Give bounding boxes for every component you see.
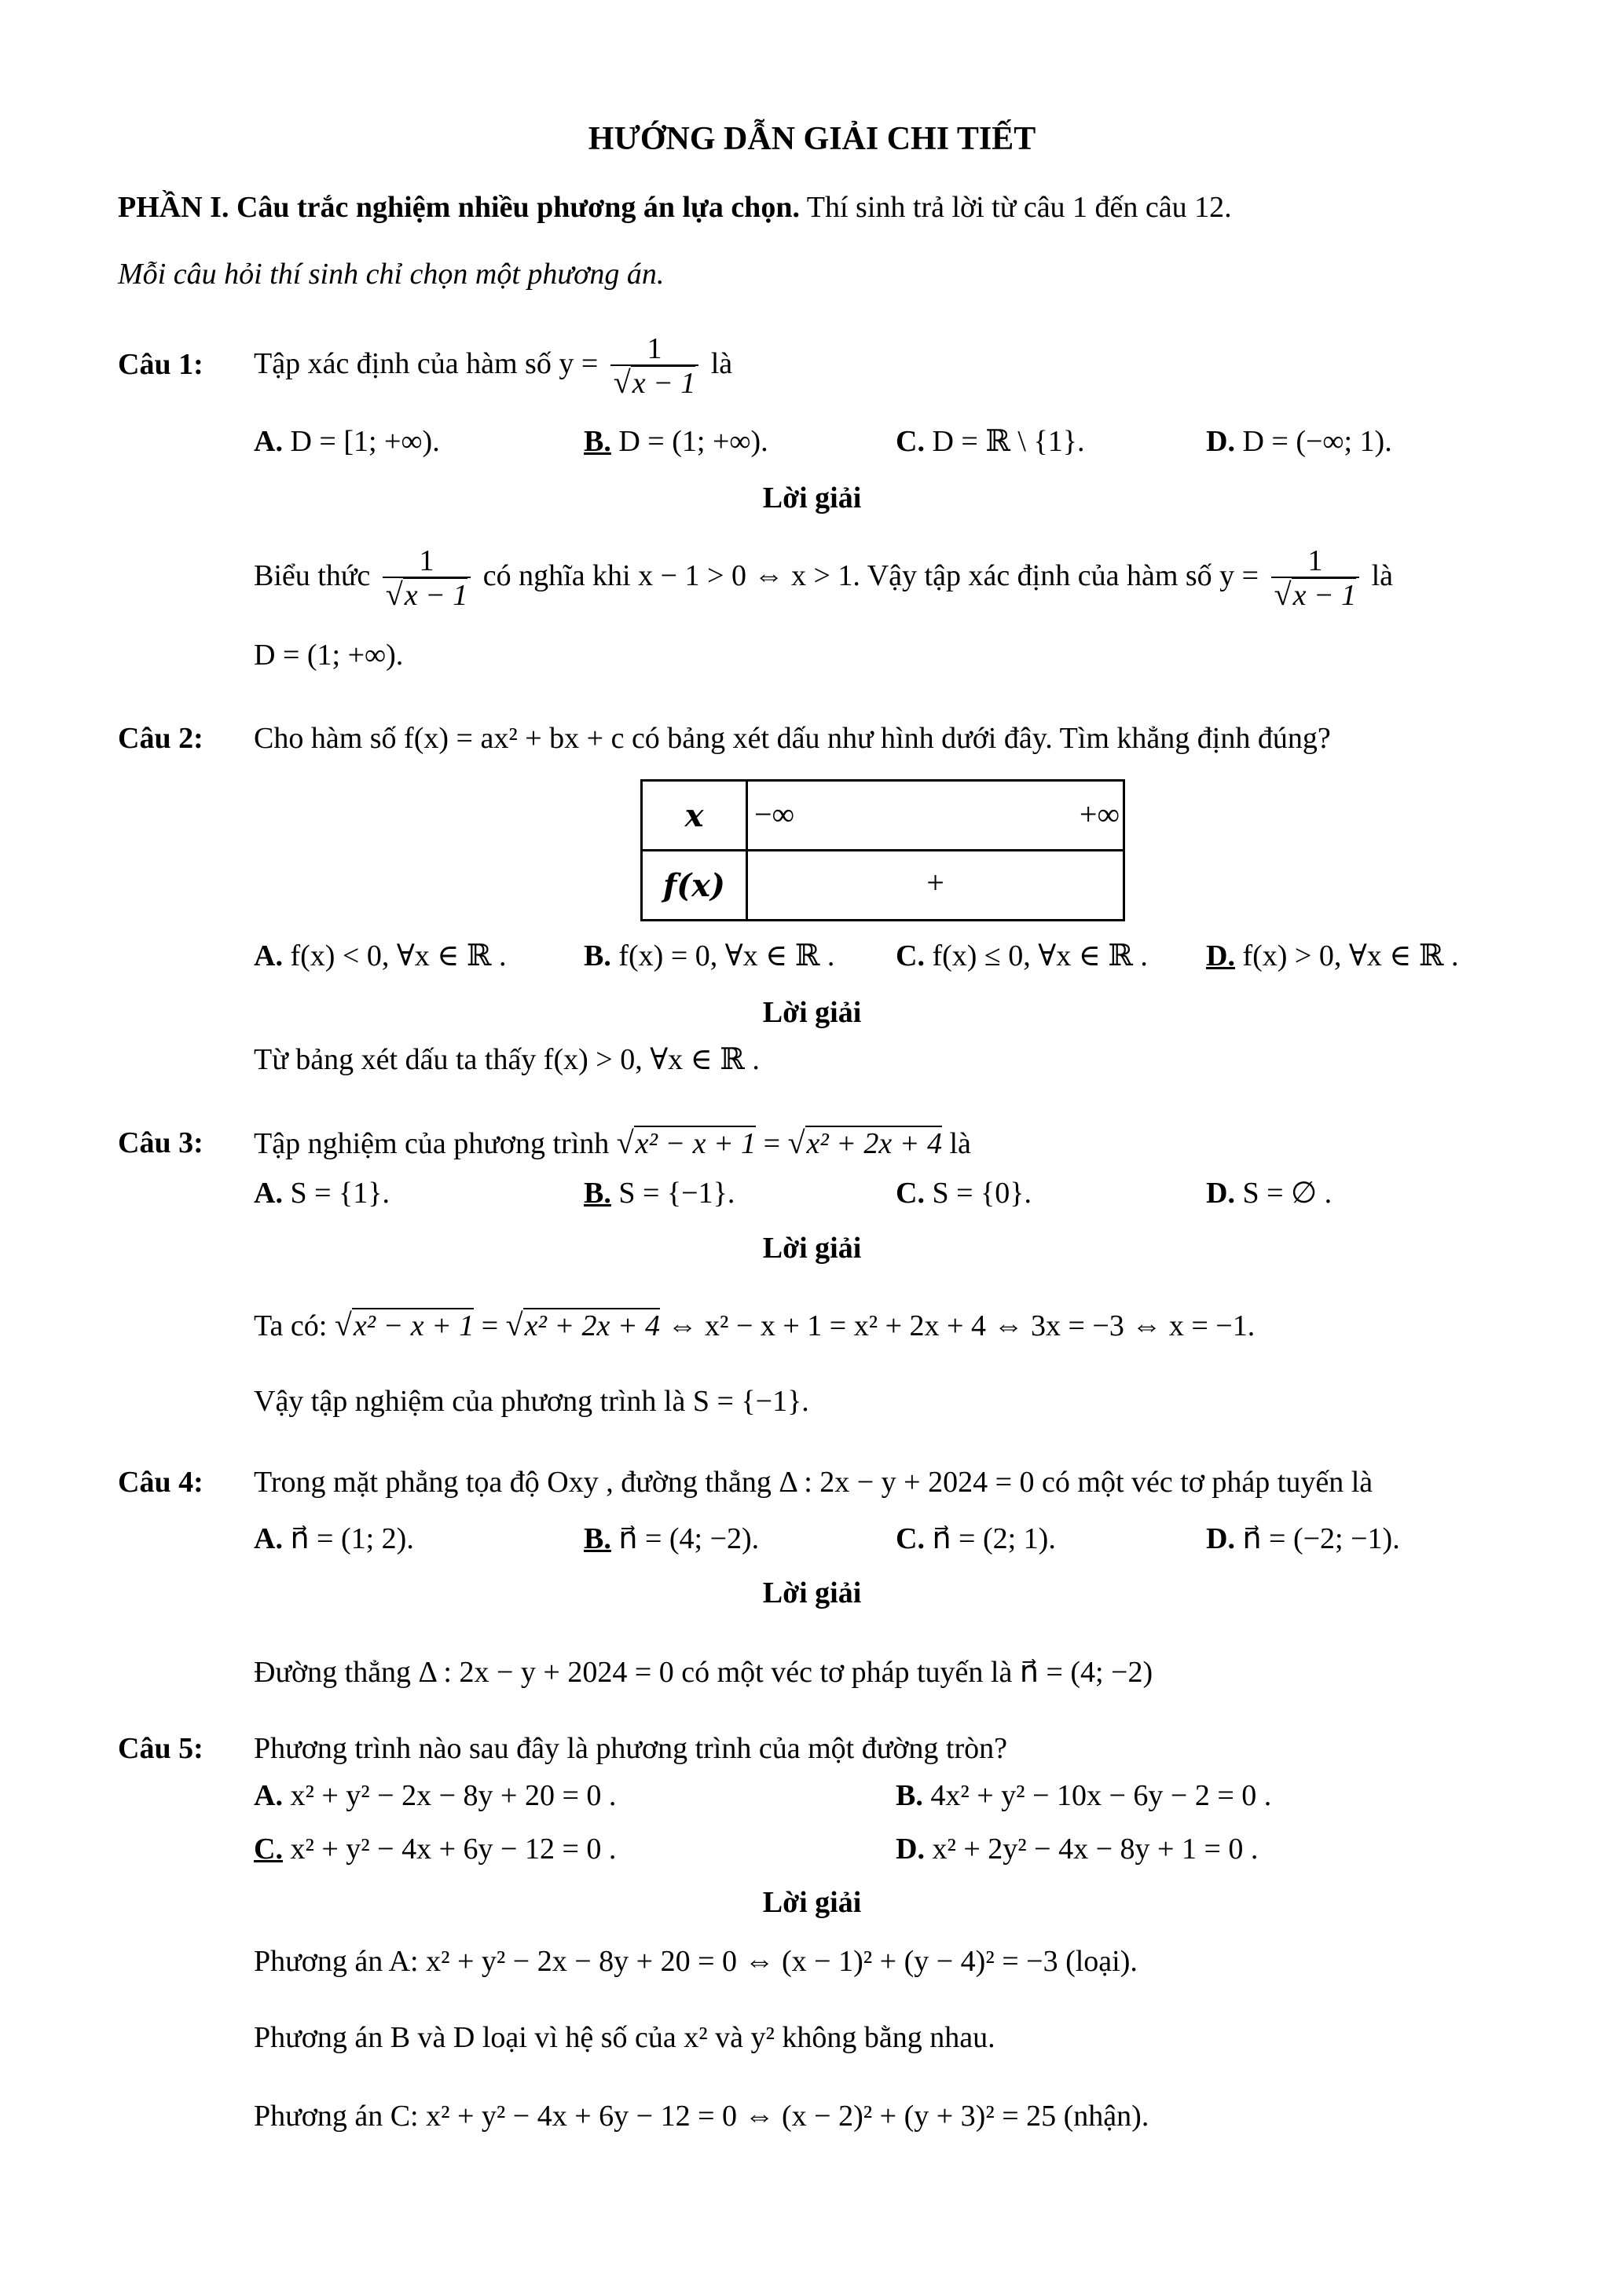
q5-option-d: D. x² + 2y² − 4x − 8y + 1 = 0 . — [896, 1833, 1259, 1866]
question-2-label: Câu 2: — [118, 722, 203, 755]
q1-stem-end: là — [710, 347, 733, 380]
q5-solution-label: Lời giải — [762, 1886, 862, 1919]
question-2-stem: Cho hàm số f(x) = ax² + bx + c có bảng xét dấu như hình dưới đây. Tìm khẳng định đúng? — [254, 722, 1331, 755]
q3-option-c: C. S = {0}. — [896, 1177, 1032, 1210]
q2-option-c: C. f(x) ≤ 0, ∀x ∈ ℝ . — [896, 939, 1148, 972]
question-1-stem — [254, 328, 732, 400]
part-note: Mỗi câu hỏi thí sinh chỉ chọn một phương án. — [118, 258, 665, 291]
question-4-stem: Trong mặt phẳng tọa độ Oxy , đường thẳng Δ : 2x − y + 2024 = 0 có một véc tơ pháp tuyến là — [254, 1466, 1373, 1499]
q1-sol-fraction-2: $\frac{1}{√x - 1}$ — [1271, 545, 1359, 612]
q4-option-c: C. n⃗ = (2; 1). — [896, 1522, 1056, 1555]
sign-table-x-row — [747, 781, 1124, 851]
q1-frac-num: 1 — [610, 333, 698, 366]
q5-solution-line3: Phương án C: x² + y² − 4x + 6y − 12 = 0 ⇔ (x − 2)² + (y + 3)² = 25 (nhận). — [254, 2100, 1149, 2133]
q3-option-d: D. S = ∅ . — [1206, 1177, 1333, 1210]
q3-solution-label: Lời giải — [762, 1232, 862, 1265]
q1-option-d: D. D = (−∞; 1). — [1206, 425, 1392, 458]
question-3-stem: Tập nghiệm của phương trình √x² − x + 1 = √x² + 2x + 4 là — [254, 1125, 971, 1160]
q4-option-d: D. n⃗ = (−2; −1). — [1206, 1522, 1400, 1555]
q5-solution-line2: Phương án B và D loại vì hệ số của x² và y² không bằng nhau. — [254, 2021, 995, 2054]
q1-frac-den: √x − 1 — [613, 364, 696, 400]
sign-table-pos-inf: +∞ — [1079, 796, 1120, 832]
q2-solution: Từ bảng xét dấu ta thấy f(x) > 0, ∀x ∈ ℝ . — [254, 1043, 760, 1076]
question-5-stem: Phương trình nào sau đây là phương trình của một đường tròn? — [254, 1732, 1007, 1765]
part-heading-bold: PHẦN I. Câu trắc nghiệm nhiều phương án lựa chọn. — [118, 191, 800, 224]
q3-solution-line1: Ta có: √x² − x + 1 = √x² + 2x + 4 ⇔ x² − x + 1 = x² + 2x + 4 ⇔ 3x = −3 ⇔ x = −1. — [254, 1307, 1256, 1342]
sign-table-f-head: f(x) — [642, 851, 747, 921]
question-1-label: Câu 1: — [118, 348, 203, 381]
q1-solution-label: Lời giải — [762, 482, 862, 514]
q1-option-c: C. D = ℝ \ {1}. — [896, 425, 1085, 458]
q4-solution: Đường thẳng Δ : 2x − y + 2024 = 0 có một véc tơ pháp tuyến là n⃗ = (4; −2) — [254, 1656, 1153, 1689]
sign-table-f-row — [747, 851, 1124, 921]
q1-sol-fraction-1: $\frac{1}{√x - 1}$ — [383, 545, 471, 612]
q3-solution-line2: Vậy tập nghiệm của phương trình là S = {−1}. — [254, 1385, 809, 1418]
q3-option-a: A. S = {1}. — [254, 1177, 390, 1210]
sign-table-plus: + — [926, 865, 944, 900]
q2-option-a: A. f(x) < 0, ∀x ∈ ℝ . — [254, 939, 507, 972]
q4-solution-label: Lời giải — [762, 1576, 862, 1609]
part-heading — [118, 189, 1232, 226]
part-heading-text: Thí sinh trả lời từ câu 1 đến câu 12. — [799, 191, 1232, 224]
q2-solution-label: Lời giải — [762, 996, 862, 1029]
q4-option-a: A. n⃗ = (1; 2). — [254, 1522, 414, 1555]
q4-option-b: B. n⃗ = (4; −2). — [584, 1522, 760, 1555]
q1-option-a: A. D = [1; +∞). — [254, 425, 440, 458]
q5-option-b: B. 4x² + y² − 10x − 6y − 2 = 0 . — [896, 1779, 1272, 1812]
q1-stem-text: Tập xác định của hàm số y = — [254, 347, 599, 380]
sign-table-neg-inf: −∞ — [754, 796, 795, 832]
sign-table-x-head: x — [642, 781, 747, 851]
q5-option-c: C. x² + y² − 4x + 6y − 12 = 0 . — [254, 1833, 617, 1866]
q1-solution-line1: Biểu thức $\frac{1}{√x - 1}$ có nghĩa khi x − 1 > 0 ⇔ x > 1. Vậy tập xác định của hàm số y = $\frac{1}{√x - 1}$ là — [254, 544, 1394, 612]
q1-option-b: B. D = (1; +∞). — [584, 425, 768, 458]
q2-option-b: B. f(x) = 0, ∀x ∈ ℝ . — [584, 939, 835, 972]
q3-option-b: B. S = {−1}. — [584, 1177, 735, 1210]
q1-solution-line2: D = (1; +∞). — [254, 639, 404, 672]
question-5-label: Câu 5: — [118, 1732, 203, 1765]
q2-option-d: D. f(x) > 0, ∀x ∈ ℝ . — [1206, 939, 1459, 972]
q1-fraction — [610, 333, 698, 400]
question-4-label: Câu 4: — [118, 1466, 203, 1499]
q1-frac-den-rad: x − 1 — [632, 366, 696, 400]
question-3-label: Câu 3: — [118, 1126, 203, 1159]
sign-table — [640, 779, 1125, 921]
q5-solution-line1: Phương án A: x² + y² − 2x − 8y + 20 = 0 ⇔ (x − 1)² + (y − 4)² = −3 (loại). — [254, 1945, 1138, 1978]
page-title: HƯỚNG DẪN GIẢI CHI TIẾT — [588, 121, 1036, 157]
q5-option-a: A. x² + y² − 2x − 8y + 20 = 0 . — [254, 1779, 617, 1812]
